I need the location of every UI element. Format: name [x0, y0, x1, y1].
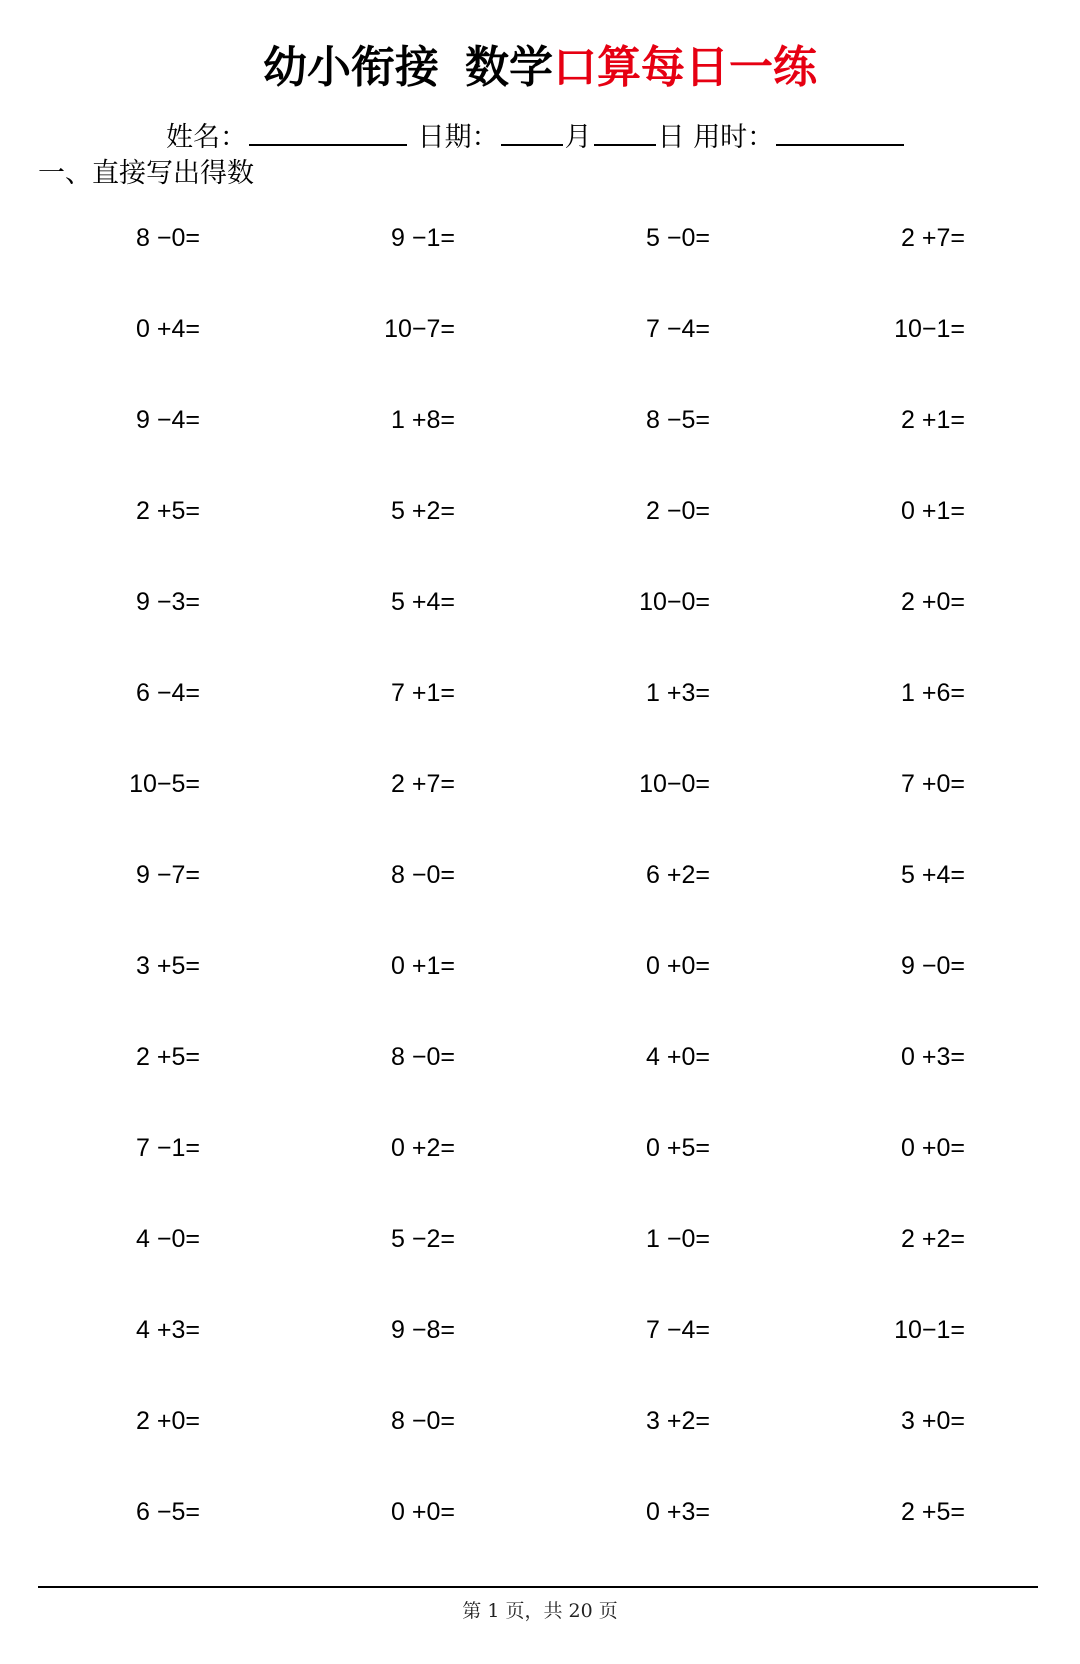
math-problem: 9 −1=: [391, 224, 455, 252]
math-problem: 6 +2=: [646, 861, 710, 889]
math-problem: 3 +5=: [136, 952, 200, 980]
math-problem: 0 +1=: [391, 952, 455, 980]
math-problem: 2 +5=: [901, 1498, 965, 1526]
math-problem: 5 −2=: [391, 1225, 455, 1253]
math-problem: 7 −1=: [136, 1134, 200, 1162]
page-number: 第 1 页，共 20 页: [462, 1600, 618, 1622]
math-problem: 0 +2=: [391, 1134, 455, 1162]
math-problem: 10−0=: [639, 588, 710, 616]
footer-divider: [38, 1586, 1038, 1588]
math-problem: 9 −3=: [136, 588, 200, 616]
math-problem: 10−7=: [384, 315, 455, 343]
math-problem: 2 +2=: [901, 1225, 965, 1253]
math-problem: 1 −0=: [646, 1225, 710, 1253]
math-problem: 9 −0=: [901, 952, 965, 980]
math-problem: 7 +1=: [391, 679, 455, 707]
time-label: 用时：: [693, 122, 775, 153]
math-problem: 8 −0=: [391, 861, 455, 889]
name-blank[interactable]: [249, 118, 407, 146]
math-problem: 0 +0=: [646, 952, 710, 980]
math-problem: 9 −7=: [136, 861, 200, 889]
math-problem: 7 −4=: [646, 315, 710, 343]
math-problem: 8 −0=: [391, 1407, 455, 1435]
math-problem: 10−5=: [129, 770, 200, 798]
name-label: 姓名：: [166, 122, 247, 153]
student-info-line: [166, 118, 906, 156]
day-label: 日: [657, 122, 685, 153]
math-problem: 0 +3=: [646, 1498, 710, 1526]
math-problem: 5 +2=: [391, 497, 455, 525]
math-problem: 2 +7=: [901, 224, 965, 252]
title-part-1: 幼小衔接: [263, 42, 439, 93]
math-problem: 0 +0=: [391, 1498, 455, 1526]
math-problem: 5 +4=: [391, 588, 455, 616]
math-problem: 10−1=: [894, 315, 965, 343]
math-problem: 7 +0=: [901, 770, 965, 798]
math-problem: 0 +4=: [136, 315, 200, 343]
math-problem: 0 +1=: [901, 497, 965, 525]
math-problem: 9 −4=: [136, 406, 200, 434]
day-blank[interactable]: [594, 118, 656, 146]
math-problem: 1 +3=: [646, 679, 710, 707]
math-problem: 8 −5=: [646, 406, 710, 434]
math-problem: 2 +0=: [136, 1407, 200, 1435]
math-problem: 4 +0=: [646, 1043, 710, 1071]
math-problem: 0 +0=: [901, 1134, 965, 1162]
problem-grid: [0, 218, 1080, 1583]
math-problem: 10−1=: [894, 1316, 965, 1344]
math-problem: 5 +4=: [901, 861, 965, 889]
math-problem: 1 +6=: [901, 679, 965, 707]
month-blank[interactable]: [501, 118, 563, 146]
section-title: 一、直接写出得数: [38, 158, 254, 189]
math-problem: 2 +5=: [136, 497, 200, 525]
math-problem: 2 +0=: [901, 588, 965, 616]
math-problem: 10−0=: [639, 770, 710, 798]
math-problem: 0 +5=: [646, 1134, 710, 1162]
math-problem: 1 +8=: [391, 406, 455, 434]
math-problem: 2 +5=: [136, 1043, 200, 1071]
math-problem: 4 +3=: [136, 1316, 200, 1344]
month-label: 月: [564, 122, 592, 153]
math-problem: 6 −5=: [136, 1498, 200, 1526]
page-title: [0, 40, 1080, 96]
math-problem: 2 +1=: [901, 406, 965, 434]
math-problem: 7 −4=: [646, 1316, 710, 1344]
math-problem: 0 +3=: [901, 1043, 965, 1071]
title-part-red: 口算每日一练: [553, 42, 817, 93]
math-problem: 3 +2=: [646, 1407, 710, 1435]
date-label: 日期：: [417, 122, 499, 153]
math-problem: 5 −0=: [646, 224, 710, 252]
math-problem: 2 +7=: [391, 770, 455, 798]
math-problem: 4 −0=: [136, 1225, 200, 1253]
math-problem: 8 −0=: [136, 224, 200, 252]
math-problem: 2 −0=: [646, 497, 710, 525]
title-part-2: 数学: [465, 42, 553, 93]
math-problem: 8 −0=: [391, 1043, 455, 1071]
math-problem: 9 −8=: [391, 1316, 455, 1344]
time-blank[interactable]: [776, 118, 904, 146]
math-problem: 3 +0=: [901, 1407, 965, 1435]
math-problem: 6 −4=: [136, 679, 200, 707]
